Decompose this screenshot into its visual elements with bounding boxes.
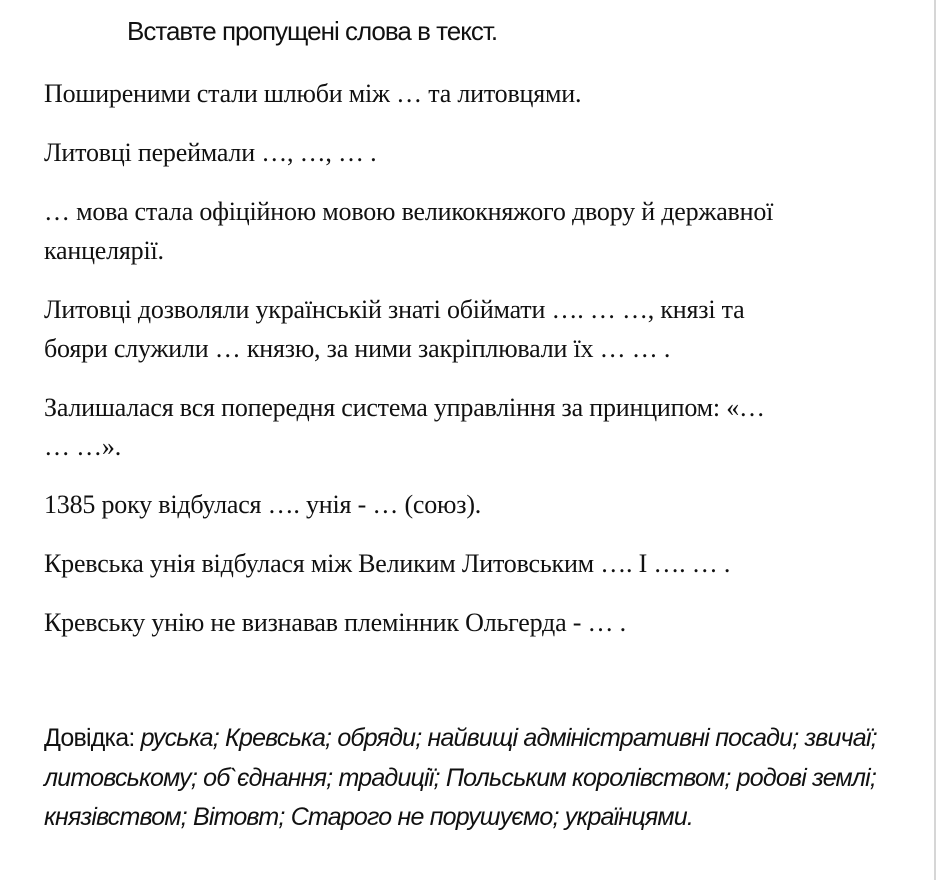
sentence-4-line-1: Литовці дозволяли українській знаті обіймати …. … …, князі та bbox=[44, 295, 745, 324]
sentence-6: 1385 року відбулася …. унія - … (союз). bbox=[44, 490, 482, 519]
reference-block bbox=[44, 719, 924, 838]
sentence-1: Поширеними стали шлюби між … та литовцями. bbox=[44, 79, 582, 108]
page-edge-divider bbox=[934, 0, 936, 880]
sentence-3-line-1: … мова стала офіційною мовою великокняжого двору й державної bbox=[44, 197, 774, 226]
reference-words: руська; Кревська; обряди; найвищі адміністративні посади; звичаї; литовському; об`єднання; традиції; Польським королівством; родові землі; князівством; Вітовт; Старого не порушуємо; українцями. bbox=[44, 724, 877, 831]
sentence-5-line-2: … …». bbox=[44, 432, 122, 461]
reference-label: Довідка: bbox=[44, 724, 141, 752]
sentence-5-line-1: Залишалася вся попередня система управління за принципом: «… bbox=[44, 393, 765, 422]
sentence-7: Кревська унія відбулася між Великим Литовським …. І …. … . bbox=[44, 549, 731, 578]
sentence-8: Кревську унію не визнавав племінник Ольгерда - … . bbox=[44, 608, 626, 637]
sentence-4-line-2: бояри служили … князю, за ними закріплювали їх … … . bbox=[44, 334, 671, 363]
page-title: Вставте пропущені слова в текст. bbox=[127, 16, 498, 46]
sentence-3-line-2: канцелярії. bbox=[44, 236, 164, 265]
sentence-2: Литовці переймали …, …, … . bbox=[44, 138, 377, 167]
